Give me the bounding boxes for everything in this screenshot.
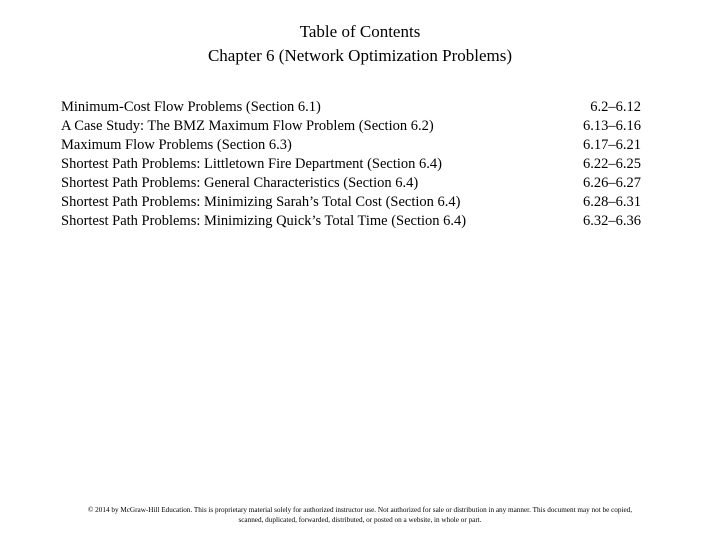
toc-entry-pages: 6.13–6.16 <box>583 118 641 134</box>
copyright-footer <box>30 505 690 525</box>
toc-entry-title: Shortest Path Problems: Littletown Fire Department (Section 6.4) <box>61 156 442 172</box>
toc-entry-title: A Case Study: The BMZ Maximum Flow Problem (Section 6.2) <box>61 118 434 134</box>
toc-entry-pages: 6.26–6.27 <box>583 175 641 191</box>
title-line-2: Chapter 6 (Network Optimization Problems) <box>207 46 513 65</box>
toc-entry-title: Shortest Path Problems: General Characteristics (Section 6.4) <box>61 175 419 191</box>
page-title <box>0 20 720 68</box>
toc-entry-title: Shortest Path Problems: Minimizing Sarah’s Total Cost (Section 6.4) <box>61 194 461 210</box>
toc-entry-title: Maximum Flow Problems (Section 6.3) <box>61 137 292 153</box>
toc-row <box>61 174 641 193</box>
toc-row <box>61 212 641 231</box>
toc-entry-pages: 6.32–6.36 <box>583 213 641 229</box>
toc-row <box>61 193 641 212</box>
toc-entry-pages: 6.28–6.31 <box>583 194 641 210</box>
toc-entry-pages: 6.2–6.12 <box>590 99 641 115</box>
toc-entry-title: Minimum-Cost Flow Problems (Section 6.1) <box>61 99 321 115</box>
table-of-contents <box>61 98 641 231</box>
toc-row <box>61 136 641 155</box>
toc-row <box>61 98 641 117</box>
toc-row <box>61 155 641 174</box>
copyright-line-2: scanned, duplicated, forwarded, distributed, or posted on a website, in whole or part. <box>238 516 482 524</box>
copyright-line-1: © 2014 by McGraw-Hill Education. This is proprietary material solely for authorized instructor use. Not authorized for sale or distribution in any manner. This document may not be copied, <box>87 506 633 514</box>
toc-row <box>61 117 641 136</box>
title-line-1: Table of Contents <box>299 22 421 41</box>
toc-entry-pages: 6.17–6.21 <box>583 137 641 153</box>
toc-entry-title: Shortest Path Problems: Minimizing Quick’s Total Time (Section 6.4) <box>61 213 467 229</box>
toc-entry-pages: 6.22–6.25 <box>583 156 641 172</box>
